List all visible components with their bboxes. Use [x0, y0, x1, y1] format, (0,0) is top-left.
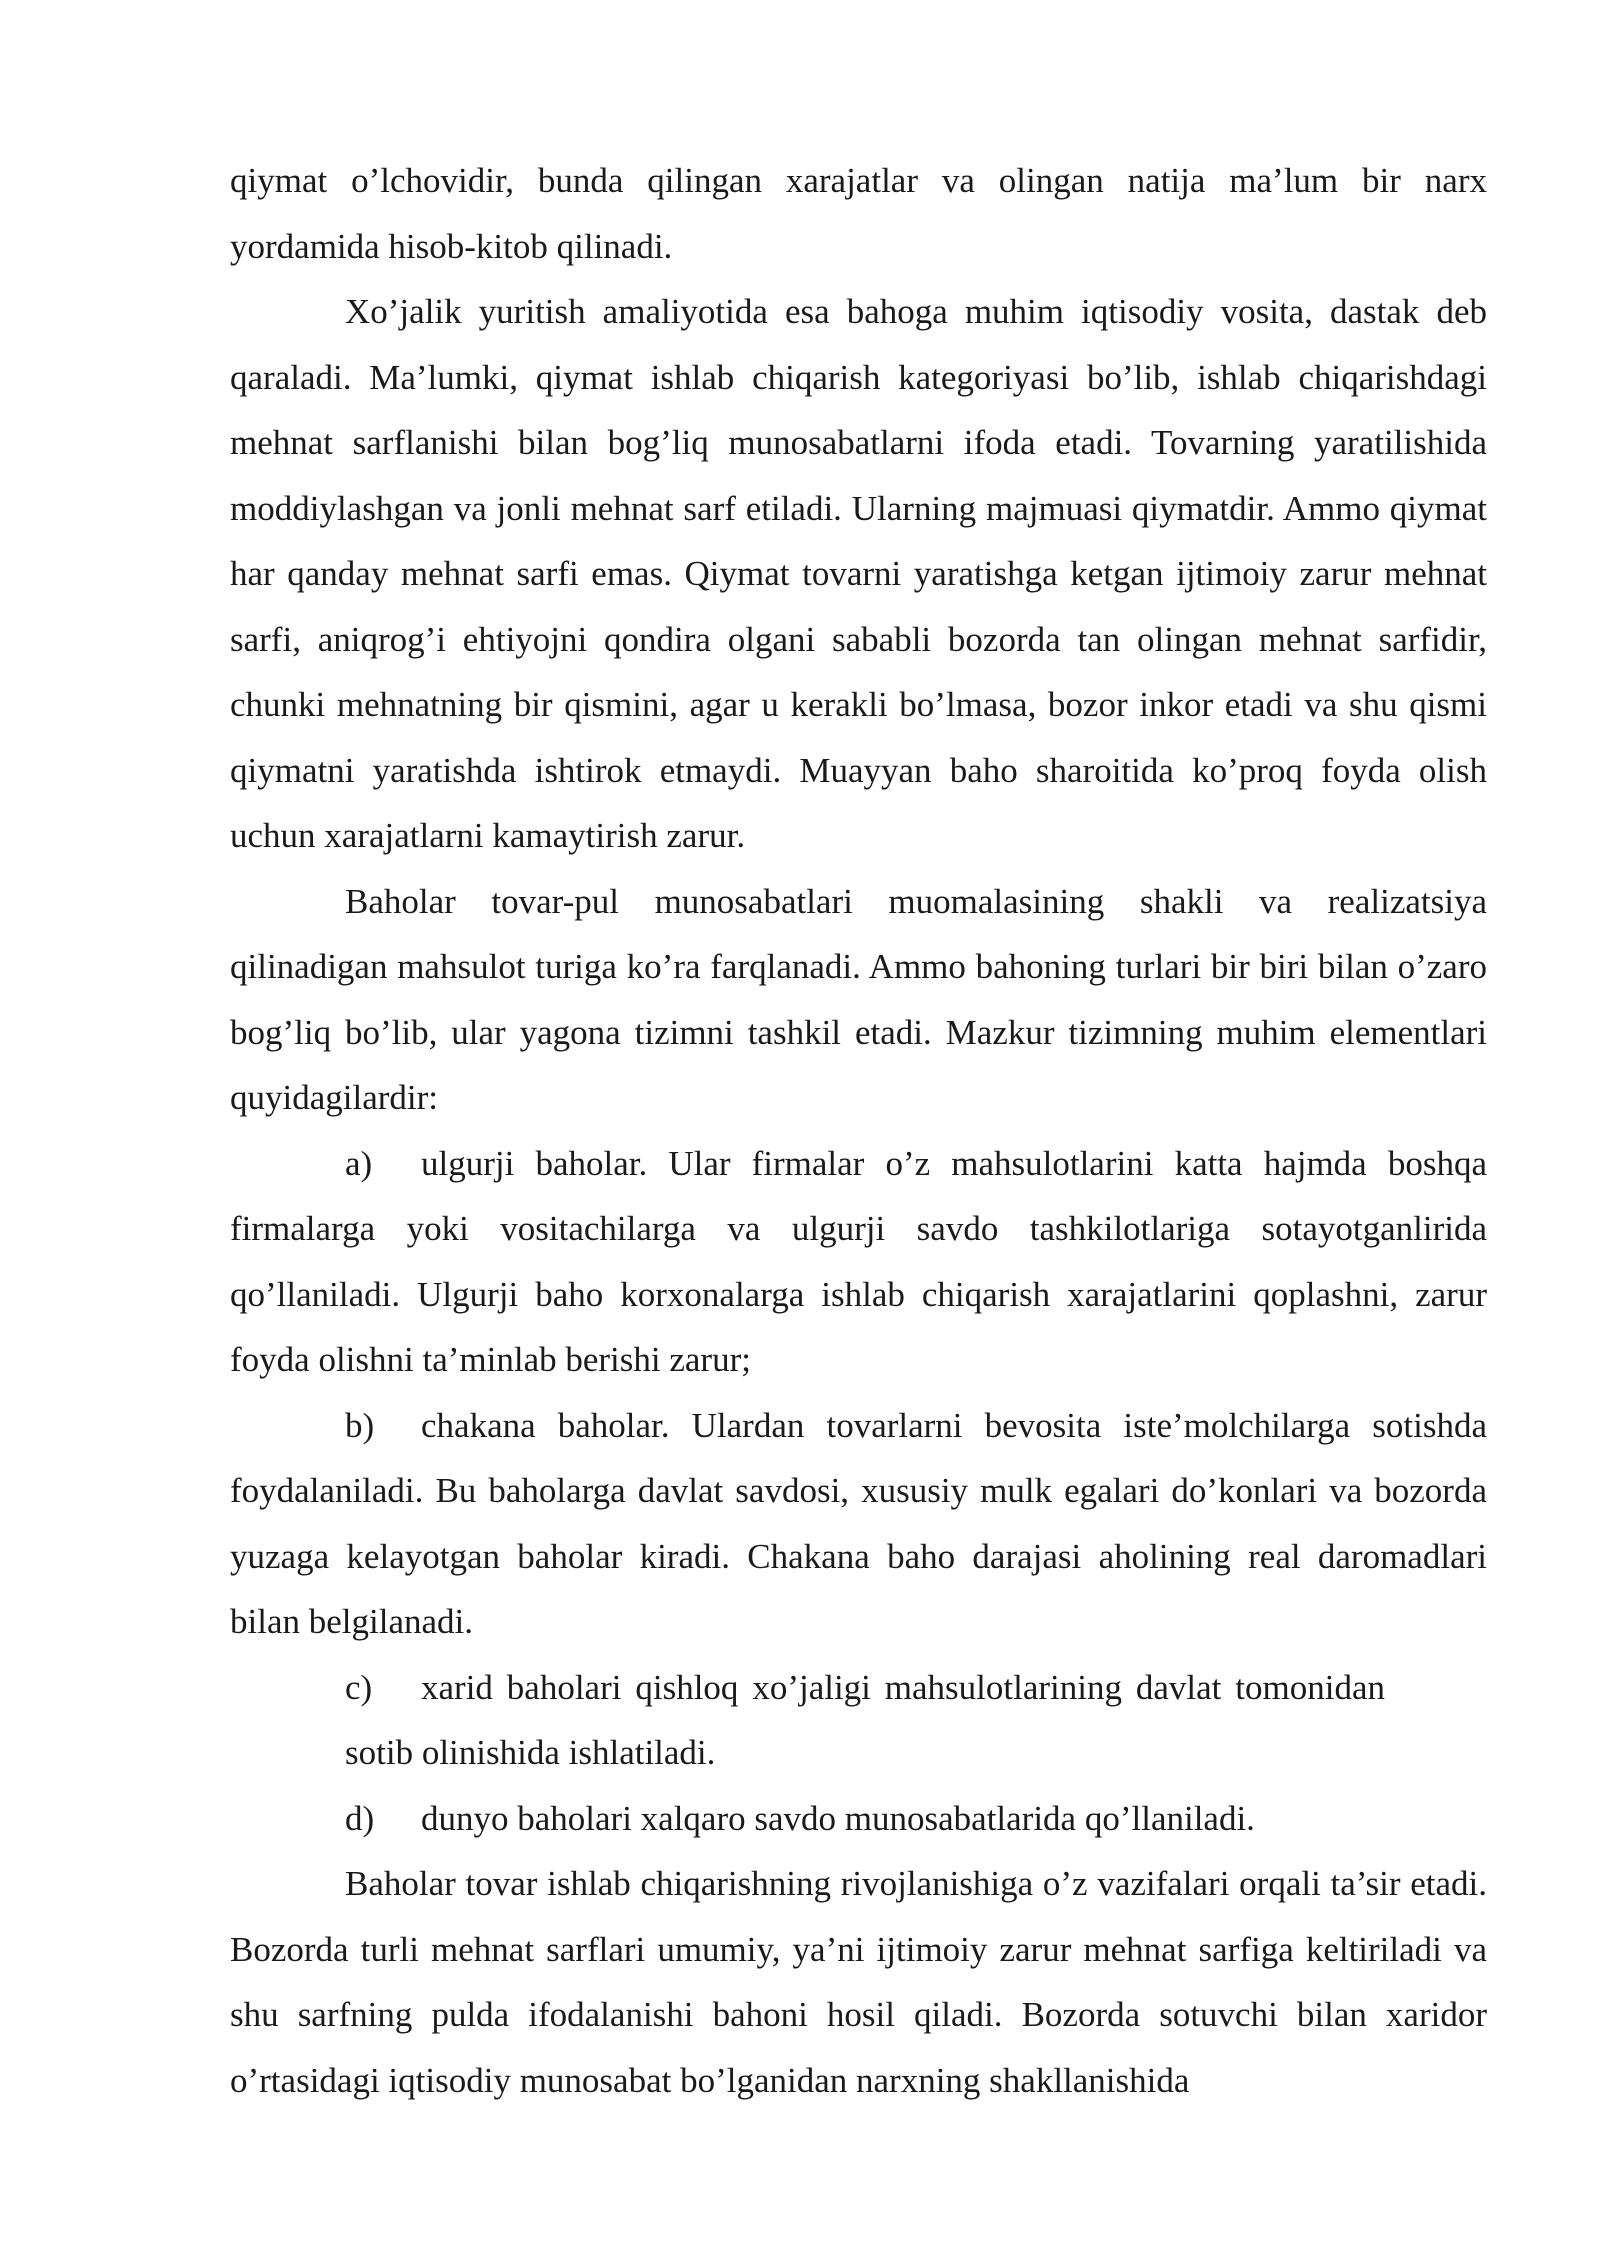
list-item-text: chakana baholar. Ulardan tovarlarni bevosita iste’molchilarga sotishda foydalaniladi. Bu baholarga davlat savdosi, xususiy mulk egalari do’konlari va bozorda yuzaga kelayotgan baholar kiradi. Chakana baho darajasi aholining real daromadlari bilan belgilanadi.: [230, 1405, 1487, 1641]
list-marker: d): [345, 1798, 375, 1838]
paragraph-value-concept: Xo’jalik yuritish amaliyotida esa bahoga muhim iqtisodiy vosita, dastak deb qaraladi. Ma’lumki, qiymat ishlab chiqarish kategoriyasi bo’lib, ishlab chiqarishdagi mehnat sarflanishi bilan bog’liq munosabatlarni ifoda etadi. Tovarning yaratilishida moddiylashgan va jonli mehnat sarf etiladi. Ularning majmuasi qiymatdir. Ammo qiymat har qanday mehnat sarfi emas. Qiymat tovarni yaratishga ketgan ijtimoiy zarur mehnat sarfi, aniqrog’i ehtiyojni qondira olgani sababli bozorda tan olingan mehnat sarfidir, chunki mehnatning bir qismini, agar u kerakli bo’lmasa, bozor inkor etadi va shu qismi qiymatni yaratishda ishtirok etmaydi. Muayyan baho sharoitida ko’proq foyda olish uchun xarajatlarni kamaytirish zarur.: [230, 292, 1487, 855]
list-item-retail: [230, 1393, 1487, 1655]
paragraph-price-types-intro: Baholar tovar-pul munosabatlari muomalasining shakli va realizatsiya qilinadigan mahsulot turiga ko’ra farqlanadi. Ammo bahoning turlari bir biri bilan o’zaro bog’liq bo’lib, ular yagona tizimni tashkil etadi. Mazkur tizimning muhim elementlari quyidagilardir:: [230, 881, 1487, 1117]
list-item-text: ulgurji baholar. Ular firmalar o’z mahsulotlarini katta hajmda boshqa firmalarga yoki vositachilarga va ulgurji savdo tashkilotlariga sotayotganlirida qo’llaniladi. Ulgurji baho korxonalarga ishlab chiqarish xarajatlarini qoplashni, zarur foyda olishni ta’minlab berishi zarur;: [230, 1143, 1487, 1379]
list-item-world: [345, 1786, 1487, 1852]
document-body: [230, 148, 1487, 2113]
paragraph-price-functions: Baholar tovar ishlab chiqarishning rivojlanishiga o’z vazifalari orqali ta’sir etadi. Bozorda turli mehnat sarflari umumiy, ya’ni ijtimoiy zarur mehnat sarfiga keltiriladi va shu sarfning pulda ifodalanishi bahoni hosil qiladi. Bozorda sotuvchi bilan xaridor o’rtasidagi iqtisodiy munosabat bo’lganidan narxning shakllanishida: [230, 1864, 1487, 2100]
list-marker: c): [345, 1667, 373, 1707]
list-marker: a): [345, 1143, 373, 1183]
list-marker: b): [345, 1405, 375, 1445]
paragraph-continuation: qiymat o’lchovidir, bunda qilingan xarajatlar va olingan natija ma’lum bir narx yordamida hisob-kitob qilinadi.: [230, 161, 1487, 266]
list-item-text: xarid baholari qishloq xo’jaligi mahsulotlarining davlat tomonidan sotib olinishida ishlatiladi.: [345, 1667, 1385, 1772]
list-item-purchase: [345, 1655, 1385, 1786]
list-item-wholesale: [230, 1131, 1487, 1393]
list-item-text: dunyo baholari xalqaro savdo munosabatlarida qo’llaniladi.: [421, 1798, 1255, 1838]
